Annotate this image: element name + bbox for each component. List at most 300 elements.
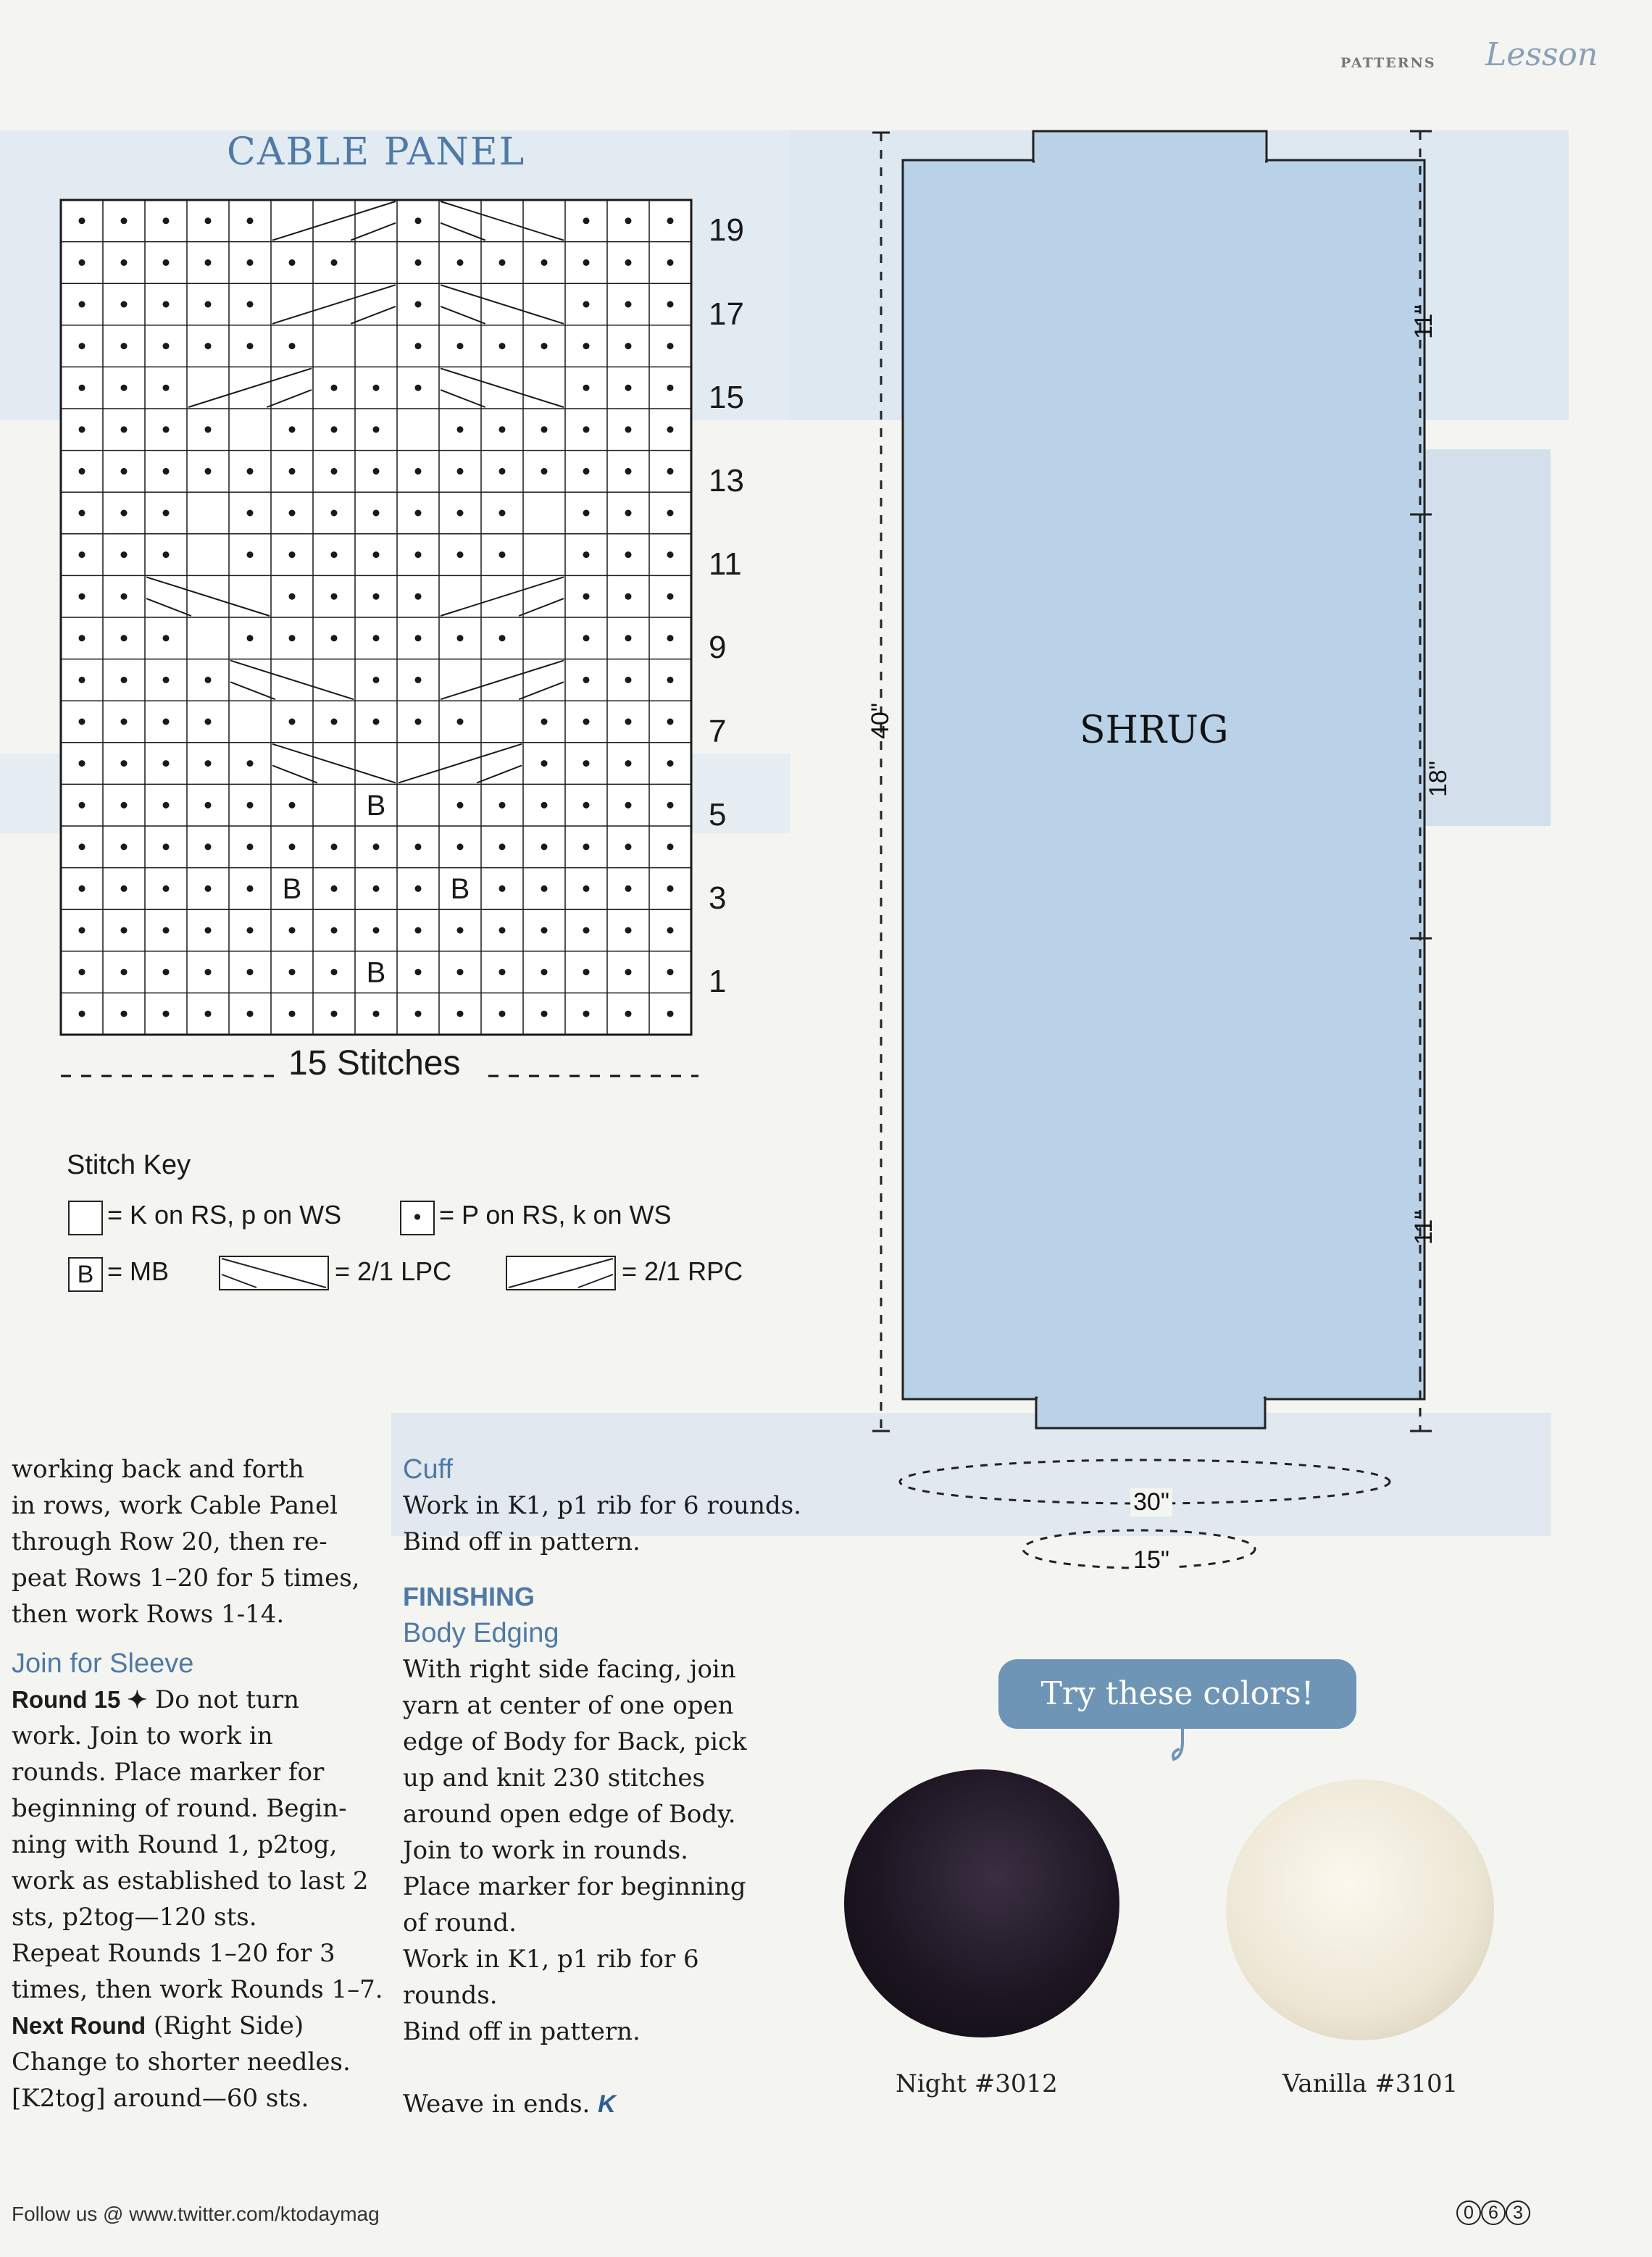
- body-edging-line: Bind off in pattern.: [403, 2017, 641, 2046]
- purl-dot: [667, 551, 674, 558]
- purl-dot: [583, 677, 590, 683]
- purl-dot: [121, 301, 128, 308]
- purl-dot: [667, 468, 674, 475]
- dim-top: 11": [1410, 304, 1438, 339]
- purl-dot: [121, 259, 128, 266]
- sleeve-line: work. Join to work in: [12, 1722, 273, 1751]
- purl-dot: [541, 802, 548, 809]
- purl-dot: [163, 635, 170, 641]
- bobble-mark: B: [282, 873, 302, 906]
- sleeve-line: Repeat Rounds 1–20 for 3: [12, 1939, 335, 1968]
- purl-dot: [583, 969, 590, 975]
- purl-dot: [667, 677, 674, 683]
- purl-dot: [205, 259, 212, 266]
- callout-tail-icon: [1168, 1727, 1197, 1764]
- purl-dot: [373, 677, 380, 683]
- purl-dot: [247, 551, 254, 558]
- purl-dot: [583, 635, 590, 641]
- purl-dot: [541, 885, 548, 892]
- purl-dot: [331, 468, 338, 475]
- purl-dot: [457, 927, 464, 934]
- purl-dot: [331, 426, 338, 433]
- key-bobble-label: = MB: [107, 1256, 170, 1286]
- purl-dot: [289, 635, 296, 641]
- purl-dot: [163, 969, 170, 975]
- purl-dot: [625, 719, 632, 725]
- purl-dot: [625, 635, 632, 641]
- purl-dot: [541, 927, 548, 934]
- purl-dot: [373, 719, 380, 725]
- purl-dot: [163, 760, 170, 767]
- purl-dot: [415, 385, 422, 391]
- purl-dot: [205, 969, 212, 975]
- purl-dot: [625, 343, 632, 349]
- purl-dot: [667, 969, 674, 975]
- round-15-lead: Round 15 ✦: [12, 1686, 148, 1713]
- purl-dot: [415, 843, 422, 850]
- purl-dot: [163, 468, 170, 475]
- purl-dot: [457, 969, 464, 975]
- purl-dot: [415, 593, 422, 600]
- intro-line: working back and forth: [12, 1455, 304, 1484]
- finishing-heading: FINISHING: [403, 1582, 535, 1611]
- purl-dot: [667, 1011, 674, 1017]
- row-number: 11: [709, 546, 742, 583]
- purl-dot: [163, 843, 170, 850]
- column-middle: [403, 1451, 809, 2122]
- purl-dot: [541, 343, 548, 349]
- round-15-text: Do not turn: [154, 1685, 300, 1714]
- body-edging-line: With right side facing, join: [403, 1655, 736, 1684]
- purl-dot: [415, 677, 422, 683]
- purl-dot: [247, 885, 254, 892]
- body-edging-instructions: [403, 1651, 809, 2050]
- yarn-ball-night: [844, 1769, 1119, 2037]
- purl-dot: [121, 1011, 128, 1017]
- purl-dot: [331, 259, 338, 266]
- stitch-key-title: Stitch Key: [67, 1150, 191, 1180]
- purl-dot: [331, 969, 338, 975]
- purl-dot: [499, 510, 506, 517]
- body-edging-line: edge of Body for Back, pick: [403, 1727, 747, 1756]
- purl-dot: [121, 843, 128, 850]
- purl-dot: [121, 343, 128, 349]
- body-edging-line: up and knit 230 stitches: [403, 1764, 705, 1793]
- next-round-line: [12, 2008, 388, 2044]
- purl-dot: [583, 468, 590, 475]
- intro-line: through Row 20, then re-: [12, 1527, 328, 1556]
- body-edging-heading: Body Edging: [403, 1618, 559, 1648]
- purl-dot: [373, 843, 380, 850]
- purl-dot: [541, 468, 548, 475]
- purl-dot: [583, 259, 590, 266]
- purl-dot: [163, 1011, 170, 1017]
- join-for-sleeve-heading: Join for Sleeve: [12, 1648, 194, 1679]
- purl-dot: [247, 217, 254, 224]
- purl-dot: [79, 385, 85, 391]
- purl-dot: [163, 802, 170, 809]
- cuff-line: Bind off in pattern.: [403, 1527, 641, 1556]
- purl-dot: [499, 802, 506, 809]
- purl-dot: [415, 551, 422, 558]
- purl-dot: [163, 927, 170, 934]
- purl-dot: [373, 468, 380, 475]
- purl-dot: [667, 843, 674, 850]
- purl-dot: [625, 259, 632, 266]
- dim-width: 30": [1130, 1488, 1172, 1517]
- purl-dot: [667, 426, 674, 433]
- purl-dot: [163, 301, 170, 308]
- knit-symbol: [68, 1201, 103, 1235]
- twitter-follow-link[interactable]: Follow us @ www.twitter.com/ktodaymag: [12, 2203, 380, 2225]
- purl-dot: [289, 1011, 296, 1017]
- purl-dot: [667, 301, 674, 308]
- purl-dot: [79, 593, 85, 600]
- next-round-line-text: Change to shorter needles.: [12, 2048, 351, 2077]
- intro-line: then work Rows 1-14.: [12, 1600, 285, 1629]
- purl-dot: [79, 802, 85, 809]
- purl-dot: [667, 635, 674, 641]
- purl-dot: [205, 1011, 212, 1017]
- purl-dot: [457, 551, 464, 558]
- page-number-digit-3: 3: [1506, 2200, 1530, 2225]
- purl-dot: [583, 301, 590, 308]
- body-edging-line: Work in K1, p1 rib for 6: [403, 1945, 699, 1974]
- purl-dot: [415, 635, 422, 641]
- next-round-instructions: [12, 2044, 388, 2116]
- purl-dot: [247, 343, 254, 349]
- purl-dot: [247, 635, 254, 641]
- purl-dot: [625, 1011, 632, 1017]
- purl-dot: [79, 885, 85, 892]
- purl-dot: [79, 635, 85, 641]
- purl-dot: [541, 843, 548, 850]
- purl-dot: [205, 927, 212, 934]
- purl-dot: [79, 217, 85, 224]
- dim-cuff: 15": [1130, 1546, 1172, 1574]
- body-edging-line: Place marker for beginning: [403, 1872, 746, 1901]
- purl-dot: [289, 843, 296, 850]
- purl-dot: [247, 927, 254, 934]
- dim-middle: 18": [1424, 761, 1452, 797]
- purl-dot: [121, 760, 128, 767]
- purl-dot: [331, 843, 338, 850]
- purl-dot: [625, 969, 632, 975]
- purl-dot: [457, 802, 464, 809]
- body-edging-line: of round.: [403, 1908, 517, 1937]
- cable-chart-grid: [58, 197, 703, 1038]
- purl-dot: [247, 301, 254, 308]
- purl-dot: [247, 259, 254, 266]
- purl-dot: [79, 468, 85, 475]
- purl-dot: [205, 677, 212, 683]
- purl-dot: [373, 1011, 380, 1017]
- shrug-schematic: [855, 120, 1456, 1598]
- purl-dot: [331, 510, 338, 517]
- purl-dot: [373, 426, 380, 433]
- purl-dot: [499, 1011, 506, 1017]
- purl-dot: [625, 885, 632, 892]
- purl-dot: [499, 551, 506, 558]
- purl-dot: [289, 719, 296, 725]
- purl-dot: [373, 927, 380, 934]
- purl-dot: [415, 217, 422, 224]
- rpc-symbol: [506, 1256, 616, 1290]
- purl-dot: [457, 468, 464, 475]
- purl-dot: [289, 969, 296, 975]
- purl-dot: [289, 927, 296, 934]
- purl-dot: [583, 843, 590, 850]
- purl-dot: [79, 677, 85, 683]
- purl-dot: [79, 719, 85, 725]
- purl-dot: [583, 510, 590, 517]
- purl-dot: [499, 343, 506, 349]
- purl-dot: [163, 217, 170, 224]
- purl-dot: [499, 468, 506, 475]
- purl-dot: [373, 635, 380, 641]
- colors-callout: Try these colors!: [998, 1659, 1356, 1729]
- purl-dot: [499, 635, 506, 641]
- bobble-letter: B: [77, 1261, 94, 1288]
- purl-dot: [205, 760, 212, 767]
- purl-dot: [583, 343, 590, 349]
- purl-dot: [163, 885, 170, 892]
- purl-dot: [499, 969, 506, 975]
- bobble-symbol: [68, 1257, 103, 1292]
- purl-dot: [331, 593, 338, 600]
- purl-dot: [79, 426, 85, 433]
- intro-paragraph: [12, 1451, 388, 1632]
- purl-dot: [583, 802, 590, 809]
- purl-dot: [499, 885, 506, 892]
- purl-dot: [121, 635, 128, 641]
- purl-dot: [247, 760, 254, 767]
- dim-total-length: 40": [867, 703, 894, 739]
- purl-dot: •: [411, 1206, 424, 1230]
- purl-dot: [499, 843, 506, 850]
- purl-dot: [121, 719, 128, 725]
- bobble-mark: B: [366, 956, 386, 989]
- purl-dot: [247, 969, 254, 975]
- purl-dot: [415, 259, 422, 266]
- purl-dot: [121, 551, 128, 558]
- purl-dot: [121, 969, 128, 975]
- purl-dot: [331, 1011, 338, 1017]
- purl-dot: [415, 343, 422, 349]
- sleeve-line: work as established to last 2: [12, 1866, 369, 1895]
- next-round-lead: Next Round: [12, 2012, 146, 2039]
- purl-dot: [205, 301, 212, 308]
- row-number: 13: [709, 463, 744, 498]
- purl-dot: [289, 343, 296, 349]
- row-number: 17: [709, 296, 744, 332]
- intro-line: peat Rows 1–20 for 5 times,: [12, 1564, 360, 1593]
- purl-dot: [667, 760, 674, 767]
- purl-dot: [205, 802, 212, 809]
- purl-dot: [415, 927, 422, 934]
- purl-dot: [373, 551, 380, 558]
- purl-dot: [205, 217, 212, 224]
- purl-dot: [625, 510, 632, 517]
- purl-dot: [79, 551, 85, 558]
- cuff-line: Work in K1, p1 rib for 6 rounds.: [403, 1491, 801, 1520]
- purl-dot: [457, 1011, 464, 1017]
- purl-dot: [457, 343, 464, 349]
- purl-dot: [415, 885, 422, 892]
- purl-dot: [583, 760, 590, 767]
- purl-dot: [373, 510, 380, 517]
- purl-dot: [625, 843, 632, 850]
- purl-dot: [289, 426, 296, 433]
- purl-dot: [415, 510, 422, 517]
- cuff-instructions: [403, 1488, 809, 1560]
- purl-dot: [79, 343, 85, 349]
- row-number: 7: [709, 713, 727, 749]
- purl-dot: [247, 468, 254, 475]
- purl-dot: [625, 426, 632, 433]
- purl-dot: [331, 885, 338, 892]
- chart-title: CABLE PANEL: [227, 130, 526, 174]
- purl-dot: [163, 343, 170, 349]
- key-purl-label: = P on RS, k on WS: [439, 1200, 672, 1230]
- sleeve-line: sts, p2tog—120 sts.: [12, 1903, 257, 1932]
- purl-dot: [163, 426, 170, 433]
- end-mark-icon: K: [598, 2090, 616, 2118]
- sleeve-line: ning with Round 1, p2tog,: [12, 1830, 338, 1859]
- purl-dot: [457, 426, 464, 433]
- magazine-logo: Lesson: [1485, 36, 1598, 73]
- row-number: 9: [709, 630, 727, 666]
- key-rpc-label: = 2/1 RPC: [622, 1256, 743, 1286]
- stitch-count-dashes: [61, 1072, 698, 1080]
- purl-dot: [331, 635, 338, 641]
- purl-dot: [121, 885, 128, 892]
- purl-dot: [205, 468, 212, 475]
- purl-dot: [205, 885, 212, 892]
- purl-dot: [583, 885, 590, 892]
- purl-dot: [667, 593, 674, 600]
- round-15-line: [12, 1682, 388, 1718]
- purl-dot: [625, 677, 632, 683]
- yarn-vanilla-label: Vanilla #3101: [1282, 2069, 1459, 2098]
- purl-dot: [457, 635, 464, 641]
- purl-dot: [583, 385, 590, 391]
- purl-dot: [583, 1011, 590, 1017]
- purl-dot: [667, 885, 674, 892]
- purl-dot: [79, 969, 85, 975]
- row-number: 5: [709, 796, 727, 833]
- lpc-symbol: [219, 1256, 329, 1290]
- purl-dot: [625, 760, 632, 767]
- purl-dot: [625, 551, 632, 558]
- key-lpc-label: = 2/1 LPC: [335, 1256, 452, 1286]
- purl-dot: [667, 385, 674, 391]
- yarn-night-label: Night #3012: [896, 2069, 1058, 2098]
- purl-dot: [163, 551, 170, 558]
- purl-dot: [625, 217, 632, 224]
- section-label: PATTERNS: [1340, 55, 1436, 71]
- purl-dot: [415, 301, 422, 308]
- purl-dot: [289, 593, 296, 600]
- row-number: 15: [709, 379, 744, 415]
- purl-dot: [289, 551, 296, 558]
- purl-dot: [331, 927, 338, 934]
- purl-dot: [625, 927, 632, 934]
- purl-dot: [499, 927, 506, 934]
- purl-dot: [541, 760, 548, 767]
- purl-dot: [121, 217, 128, 224]
- purl-dot: [541, 719, 548, 725]
- purl-dot: [373, 593, 380, 600]
- purl-dot: [667, 927, 674, 934]
- purl-dot: [625, 301, 632, 308]
- purl-dot: [289, 259, 296, 266]
- purl-dot: [415, 1011, 422, 1017]
- purl-dot: [583, 719, 590, 725]
- weave-line: [403, 2086, 809, 2122]
- purl-dot: [373, 385, 380, 391]
- purl-dot: [121, 593, 128, 600]
- sleeve-line: times, then work Rounds 1–7.: [12, 1975, 383, 2004]
- next-round-line-text: [K2tog] around—60 sts.: [12, 2084, 309, 2113]
- purl-dot: [457, 259, 464, 266]
- body-edging-line: rounds.: [403, 1981, 498, 2010]
- purl-dot: [163, 677, 170, 683]
- purl-dot: [541, 259, 548, 266]
- dim-bottom: 11": [1410, 1210, 1438, 1245]
- purl-dot: [583, 551, 590, 558]
- purl-dot: [667, 719, 674, 725]
- purl-dot: [121, 385, 128, 391]
- sleeve-line: rounds. Place marker for: [12, 1758, 325, 1787]
- purl-dot: [121, 802, 128, 809]
- purl-dot: [625, 468, 632, 475]
- cuff-heading: Cuff: [403, 1454, 454, 1485]
- purl-dot: [121, 468, 128, 475]
- stitch-count-label: 15 Stitches: [288, 1044, 461, 1082]
- body-edging-line: Join to work in rounds.: [403, 1836, 688, 1865]
- purl-dot: [205, 343, 212, 349]
- row-number: 19: [709, 212, 744, 249]
- sleeve-line: beginning of round. Begin-: [12, 1794, 347, 1823]
- weave-text: Weave in ends.: [403, 2090, 591, 2119]
- purl-dot: [163, 719, 170, 725]
- purl-dot: [121, 677, 128, 683]
- purl-dot: [625, 593, 632, 600]
- purl-dot: [373, 885, 380, 892]
- key-knit-label: = K on RS, p on WS: [107, 1200, 342, 1230]
- purl-dot: [247, 510, 254, 517]
- purl-dot: [121, 426, 128, 433]
- intro-line: in rows, work Cable Panel: [12, 1491, 338, 1520]
- purl-dot: [541, 1011, 548, 1017]
- row-number: 1: [709, 964, 727, 1000]
- purl-dot: [625, 385, 632, 391]
- body-edging-line: around open edge of Body.: [403, 1800, 736, 1829]
- shrug-label: SHRUG: [1080, 709, 1229, 752]
- purl-dot: [625, 802, 632, 809]
- body-edging-line: yarn at center of one open: [403, 1691, 734, 1720]
- purl-dot: [79, 259, 85, 266]
- column-left: [12, 1451, 388, 2116]
- purl-dot: [583, 927, 590, 934]
- purl-dot: [331, 385, 338, 391]
- purl-dot: [331, 719, 338, 725]
- page-number-digit-1: 0: [1456, 2200, 1481, 2225]
- purl-symbol: [400, 1201, 435, 1235]
- purl-dot: [247, 802, 254, 809]
- purl-dot: [163, 510, 170, 517]
